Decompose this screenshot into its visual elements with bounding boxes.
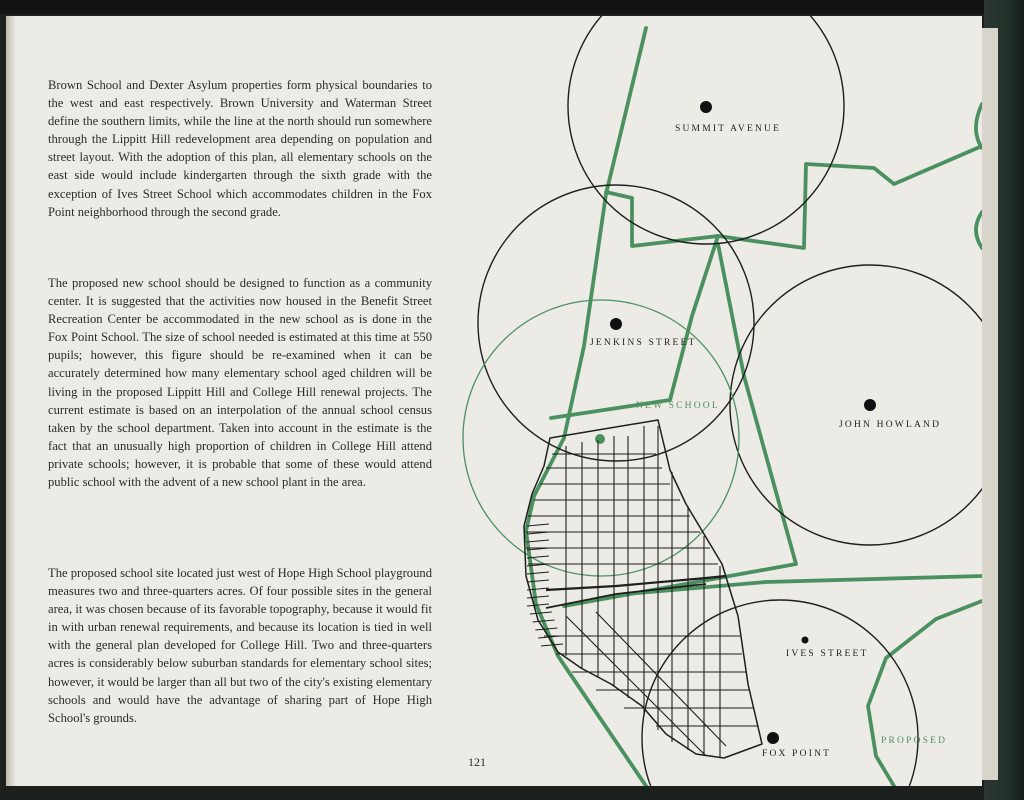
book-top-edge <box>0 0 1024 14</box>
street-short-segment <box>527 580 549 582</box>
page-number: 121 <box>468 755 486 769</box>
boundary-edge-arc-mid <box>976 212 982 248</box>
fox-point-dot <box>767 732 779 744</box>
label-fox-point: FOX POINT <box>762 749 832 759</box>
label-jenkins-street: JENKINS STREET <box>590 338 697 348</box>
summit-avenue-dot <box>700 101 712 113</box>
label-summit-avenue: SUMMIT AVENUE <box>675 124 782 134</box>
book-page <box>6 16 982 786</box>
john-howland-dot <box>864 399 876 411</box>
label-john-howland: JOHN HOWLAND <box>839 420 942 430</box>
label-new-school: NEW SCHOOL <box>636 401 720 411</box>
boundary-edge-arc-top <box>976 104 982 148</box>
jenkins-street-dot <box>610 318 622 330</box>
ives-street-dot <box>802 637 809 644</box>
school-district-map <box>6 16 982 786</box>
street-short-segment <box>527 524 549 526</box>
paragraph-school-site: The proposed school site located just west of Hope High School playground measures two and three-quarters acres. Of four possible sites in the general area, it was chosen because of its favorable topography, because it would fit in with urban renewal requirements, and because its location is tied in well with the general plan developed for College Hill. Two and three-quarters acres is considerably below suburban standards for elementary school sites; however, it would be larger than all but two of the city's existing elementary schools and would have the advantage of sharing part of Hope High School's grounds. <box>48 566 432 725</box>
label-ives-street: IVES STREET <box>786 649 869 659</box>
circle-john-howland <box>730 265 982 545</box>
boundary-ives-proposed <box>868 601 982 786</box>
street-short-segment <box>527 596 549 598</box>
street-short-segment <box>527 540 549 542</box>
paragraph-community-center: The proposed new school should be designed to function as a community center. It is suggested that the activities now housed in the Benefit Street Recreation Center be accommodated in the new school as is done in the Fox Point School. The size of school needed is estimated at this time at 550 pupils; however, this figure should be re-examined when it can be accurately determined how many elementary school aged children will be living in the proposed Lippitt Hill and College Hill renewal projects. The current estimate is based on an interpolation of the annual school census taken by the school department. Taken into account in the estimate is the fact that an unusually high proportion of children in College Hill attend private schools; however, it is probable that some of these would attend public school with the advent of a new school plant in the area. <box>48 276 432 490</box>
new-school-dot <box>595 434 605 444</box>
boundary-summit-jenkins <box>606 146 982 248</box>
label-proposed: PROPOSED <box>881 736 948 746</box>
paragraph-school-boundaries: Brown School and Dexter Asylum properties form physical boundaries to the west and east respectively. Brown University and Waterman Street define the southern limits, while the line at the north should run somewhere through the Lippitt Hill redevelopment area depending on population and street layout. With the adoption of this plan, all elementary schools on the east side would include kindergarten through the sixth grade with the exception of Ives Street School which accommodates children in the Fox Point neighborhood through the second grade. <box>48 78 432 219</box>
